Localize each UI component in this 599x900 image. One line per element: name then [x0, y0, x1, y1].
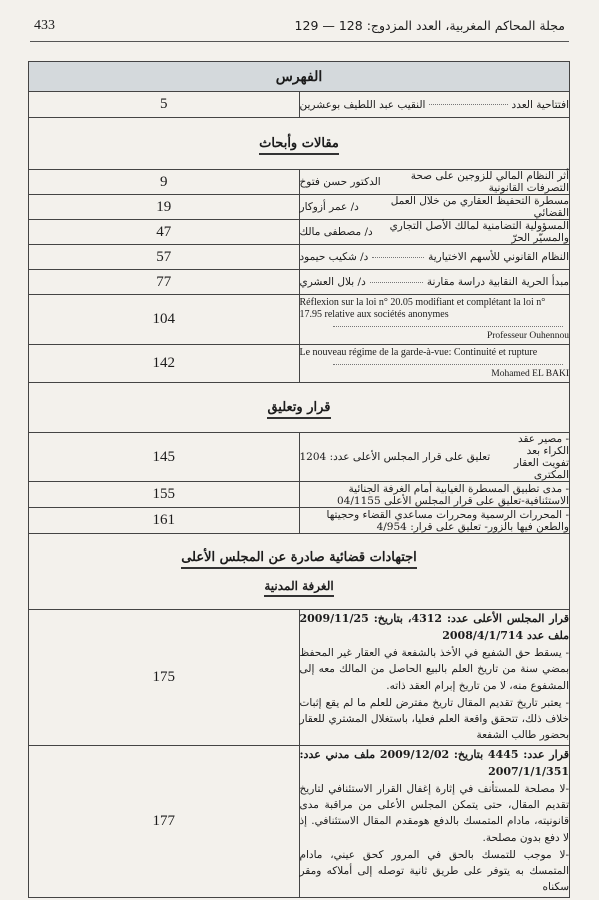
entry-title: Le nouveau régime de la garde-à-vue: Continuité et rupture: [299, 346, 538, 358]
leader-dots: [372, 257, 424, 258]
entry-author: د/ عمر أزوكار: [299, 201, 359, 213]
entry-title: افتتاحية العدد: [511, 98, 569, 111]
leader-dots: [429, 104, 507, 105]
toc-title: الفهرس: [29, 62, 570, 92]
toc-entry: [299, 508, 570, 534]
toc-row: [29, 245, 570, 270]
leader-dots: [333, 326, 563, 327]
leader-dots: [333, 364, 563, 365]
toc-entry: [299, 270, 570, 295]
toc-entry: [299, 482, 570, 508]
toc-title-row: [29, 62, 570, 92]
page-ref: 9: [29, 170, 300, 195]
toc-row: [29, 433, 570, 482]
decision-entry: [299, 745, 570, 897]
entry-author: Professeur Ouhennou: [486, 331, 569, 341]
entry-title: - المحررات الرسمية ومحررات مساعدي القضاء وحجيتها والطعن فيها بالزور- تعليق على قرار: 4/954: [326, 508, 569, 533]
entry-note: تعليق على قرار المجلس الأعلى عدد: 1204: [299, 451, 491, 463]
toc-entry: [299, 345, 570, 383]
toc-entry: [299, 295, 570, 345]
page-ref: 175: [29, 610, 300, 746]
decision-heading: قرار عدد: 4445 بتاريخ: 2009/12/02 ملف مدني عدد: 2007/1/1/351: [299, 747, 569, 778]
entry-title: - مصير عقد الكراء بعد تفويت العقار المكترى: [514, 433, 569, 481]
toc-entry: [299, 245, 570, 270]
entry-title: Réflexion sur la loi n° 20.05 modifiant et complétant la loi n° 17.95 relative aux sociétés anonymes: [299, 297, 546, 320]
toc-row: [29, 345, 570, 383]
decision-entry: [299, 610, 570, 746]
section-row: [29, 383, 570, 433]
page-ref: 177: [29, 745, 300, 897]
entry-title: مسطرة التحفيظ العقاري من خلال العمل القضائي: [390, 195, 569, 219]
entry-title: النظام القانوني للأسهم الاختيارية: [428, 251, 569, 263]
page-number: 433: [34, 18, 55, 33]
toc-entry: [299, 220, 570, 245]
toc-row: [29, 220, 570, 245]
page-ref: 77: [29, 270, 300, 295]
page-ref: 5: [29, 92, 300, 118]
toc-row: [29, 508, 570, 534]
decision-paragraph: - يعتبر تاريخ تقديم المقال تاريخ مفترض للعلم ما لم يقع إثبات خلاف ذلك، تتحقق واقعة العلم فعليا، باستغلال المشتري للعقار بحضور طالب الشفعة: [299, 696, 569, 742]
toc-row: [29, 610, 570, 746]
toc-row: [29, 92, 570, 118]
entry-title: أثر النظام المالي للزوجين على صحة التصرفات القانونية: [410, 170, 569, 194]
toc-entry: [299, 433, 570, 482]
page-ref: 47: [29, 220, 300, 245]
page-ref: 57: [29, 245, 300, 270]
section-heading: مقالات وأبحاث: [259, 136, 339, 155]
entry-author: الدكتور حسن فتوخ: [299, 176, 381, 188]
entry-title: مبدأ الحرية النقابية دراسة مقارنة: [426, 276, 569, 288]
section-heading: قرار وتعليق: [267, 400, 330, 419]
toc-row: [29, 745, 570, 897]
section-heading: اجتهادات قضائية صادرة عن المجلس الأعلى: [181, 550, 417, 569]
entry-title: المسؤولية التضامنية لمالك الأصل التجاري والمسيّر الحرّ: [389, 220, 569, 244]
toc-row: [29, 195, 570, 220]
entry-author: النقيب عبد اللطيف بوعشرين: [299, 98, 426, 111]
page-ref: 155: [29, 482, 300, 508]
page-ref: 142: [29, 345, 300, 383]
page-ref: 145: [29, 433, 300, 482]
header-rule: [30, 41, 569, 42]
entry-author: د/ بلال العشري: [299, 276, 366, 288]
entry-author: د/ مصطفى مالك: [299, 226, 373, 238]
entry-author: د/ شكيب حيمود: [299, 251, 369, 263]
subsection-heading: الغرفة المدنية: [264, 579, 333, 597]
decision-paragraph: - يسقط حق الشفيع في الأخذ بالشفعة في العقار غير المحفظ بمضي سنة من تاريخ العلم بالبيع الحاصل من المالك معه إلى المشفوع منه، لا من تاريخ إبرام العقد ذاته.: [299, 647, 569, 692]
decision-heading: قرار المجلس الأعلى عدد: 4312، بتاريخ: 2009/11/25 ملف عدد 2008/4/1/714: [299, 612, 569, 643]
toc-entry: [299, 195, 570, 220]
section-row: [29, 534, 570, 610]
decision-paragraph: -لا موجب للتمسك بالحق في المرور كحق عيني، مادام المتمسك به يتوفر على طريق ثانية توصله إلى أملاكه ومقر سكناه: [299, 848, 569, 894]
page-ref: 19: [29, 195, 300, 220]
toc-row: [29, 270, 570, 295]
toc-table: [28, 61, 570, 898]
decision-paragraph: -لا مصلحة للمستأنف في إثارة إغفال القرار الاستئنافي لتاريخ تقديم المقال، حتى يتمكن المجلس الأعلى من مراقبة مدى قانونيته، مادام المتمسك بالدفع هومقدم المقال الاستئنافي. إذ لا دفع بدون مصلحة.: [299, 782, 569, 844]
running-head: مجلة المحاكم المغربية، العدد المزدوج: 128 — 129: [294, 18, 565, 33]
page-ref: 161: [29, 508, 300, 534]
page-ref: 104: [29, 295, 300, 345]
entry-author: Mohamed EL BAKI: [491, 369, 569, 380]
toc-entry: [299, 92, 570, 118]
entry-title: - مدى تطبيق المسطرة الغيابية أمام الغرفة الجنائية الاستئنافية-تعليق على قرار المجلس الأعلى 04/1155: [337, 482, 569, 507]
section-row: [29, 118, 570, 170]
leader-dots: [370, 282, 423, 283]
toc-entry: [299, 170, 570, 195]
toc-row: [29, 482, 570, 508]
toc-row: [29, 170, 570, 195]
toc-row: [29, 295, 570, 345]
